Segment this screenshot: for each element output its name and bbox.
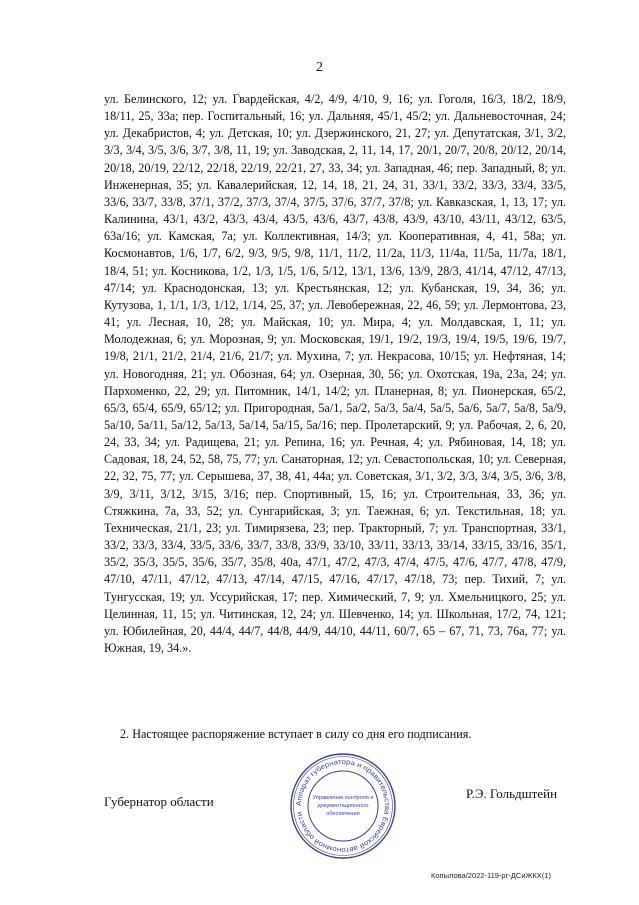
address-list-text: ул. Белинского, 12; ул. Гвардейская, 4/2, 4/9, 4/10, 9, 16; ул. Гоголя, 16/3, 18/2, 18/9, 18/11, 25, 33а; пер. Госпитальный, 16; ул. Дальняя, 45/1, 45/2; ул. Дальневосточная, 24; ул. Декабристов, 4; ул. Детская, 10; ул. Дзержинского, 21, 27; ул. Депутатская, 3/1, 3/2, 3/3, 3/4, 3/5, 3/6, 3/7, 3/8, 11, 19; ул. Заводская, 2, 11, 14, 17, 20/1, 20/7, 20/8, 20/12, 20/14, 20/18, 20/19, 22/12, 22/18, 22/19, 22/21, 27, 33, 34; ул. Западная, 46; пер. Западный, 8; ул. Инженерная, 35; ул. Кавалерийская, 12, 14, 18, 21, 24, 31, 33/1, 33/2, 33/3, 33/4, 33/5, 33/6, 33/7, 33/8, 37/1, 37/2, 37/3, 37/4, 37/5, 37/6, 37/7, 37/8; ул. Кавказская, 1, 13, 17; ул. Калинина, 43/1, 43/2, 43/3, 43/4, 43/5, 43/6, 43/7, 43/8, 43/9, 43/10, 43/11, 43/12, 63/5, 63а/16; ул. Камская, 7а; ул. Коллективная, 14/3; ул. Кооперативная, 4, 41, 58а; ул. Космонавтов, 1/6, 1/7, 6/2, 9/3, 9/5, 9/8, 11/1, 11/2, 11/2а, 11/3, 11/4а, 11/5а, 11/7а, 18/1, 18/4, 51; ул. Косникова, 1/2, 1/3, 1/5, 1/6, 5/12, 13/1, 13/6, 13/9, 28/3, 41/14, 47/12, 47/13, 47/14; ул. Краснодонская, 13; ул. Крестьянская, 12; ул. Кубанская, 19, 34, 36; ул. Кутузова, 1, 1/1, 1/3, 1/12, 1/14, 25, 37; ул. Левобережная, 22, 46, 59; ул. Лермонтова, 23, 41; ул. Лесная, 10, 28; ул. Майская, 10; ул. Мира, 4; ул. Молдавская, 1, 11; ул. Молодежная, 6; ул. Морозная, 9; ул. Московская, 19/1, 19/2, 19/3, 19/4, 19/5, 19/6, 19/7, 19/8, 21/1, 21/2, 21/4, 21/6, 21/7; ул. Мухина, 7; ул. Некрасова, 10/15; ул. Нефтяная, 14; ул. Новогодняя, 21; ул. Обозная, 64; ул. Озерная, 30, 56; ул. Охотская, 19а, 23а, 24; ул. Пархоменко, 22, 29; ул. Питомник, 14/1, 14/2; ул. Планерная, 8; ул. Пионерская, 65/2, 65/3, 65/4, 65/9, 65/12; ул. Пригородная, 5а/1, 5а/2, 5а/3, 5а/4, 5а/5, 5а/6, 5а/7, 5а/8, 5а/9, 5а/10, 5а/11, 5а/12, 5а/13, 5а/14, 5а/15, 5а/16; пер. Пролетарский, 9; ул. Рабочая, 2, 6, 20, 24, 33, 34; ул. Радищева, 21; ул. Репина, 16; ул. Речная, 4; ул. Рябиновая, 14, 18; ул. Садовая, 18, 24, 52, 58, 75, 77; ул. Санаторная, 12; ул. Севастопольская, 10; ул. Северная, 22, 32, 75, 77; ул. Серышева, 37, 38, 41, 44а; ул. Советская, 3/1, 3/2, 3/3, 3/4, 3/5, 3/6, 3/8, 3/9, 3/11, 3/12, 3/15, 3/16; пер. Спортивный, 15, 16; ул. Строительная, 33, 36; ул. Стяжкина, 7а, 33, 52; ул. Сунгарийская, 3; ул. Таежная, 6; ул. Текстильная, 18; ул. Техническая, 21/1, 23; ул. Тимирязева, 23; пер. Тракторный, 7; ул. Транспортная, 33/1, 33/2, 33/3, 33/4, 33/5, 33/6, 33/7, 33/8, 33/9, 33/10, 33/11, 33/13, 33/14, 33/15, 33/16, 35/1, 35/2, 35/3, 35/5, 35/6, 35/7, 35/8, 40а, 47/1, 47/2, 47/3, 47/4, 47/5, 47/6, 47/7, 47/8, 47/9, 47/10, 47/11, 47/12, 47/13, 47/14, 47/15, 47/16, 47/17, 47/18, 73; пер. Тихий, 7; ул. Тунгусская, 19; ул. Уссурийская, 17; пер. Химический, 7, 9; ул. Хмельницкого, 25; ул. Целинная, 11, 15; ул. Читинская, 12, 24; ул. Шевченко, 14; ул. Школьная, 17/2, 74, 121; ул. Юбилейная, 20, 44/4, 44/7, 44/8, 44/9, 44/10, 44/11, 60/7, 65 – 67, 71, 73, 76а, 77; ул. Южная, 19, 34.». xyxy=(104,92,566,655)
official-seal-stamp xyxy=(289,752,397,860)
signatory-title: Губернатор области xyxy=(104,794,214,809)
stamp-center-line: Управление контроля и xyxy=(312,795,374,801)
stamp-center-line: документационного xyxy=(317,803,369,809)
document-code: Копылова/2022-119-рг-ДСиЖКХ(1) xyxy=(431,871,551,880)
stamp-ring-text: Аппарат губернатора и правительства Еврейской автономной области xyxy=(295,758,391,854)
page-number: 2 xyxy=(316,60,323,75)
signatory-name: Р.Э. Гольдштейн xyxy=(466,786,558,801)
effective-date-clause: 2. Настоящее распоряжение вступает в силу со дня его подписания. xyxy=(120,727,472,741)
stamp-center-line: обеспечения xyxy=(326,811,360,817)
